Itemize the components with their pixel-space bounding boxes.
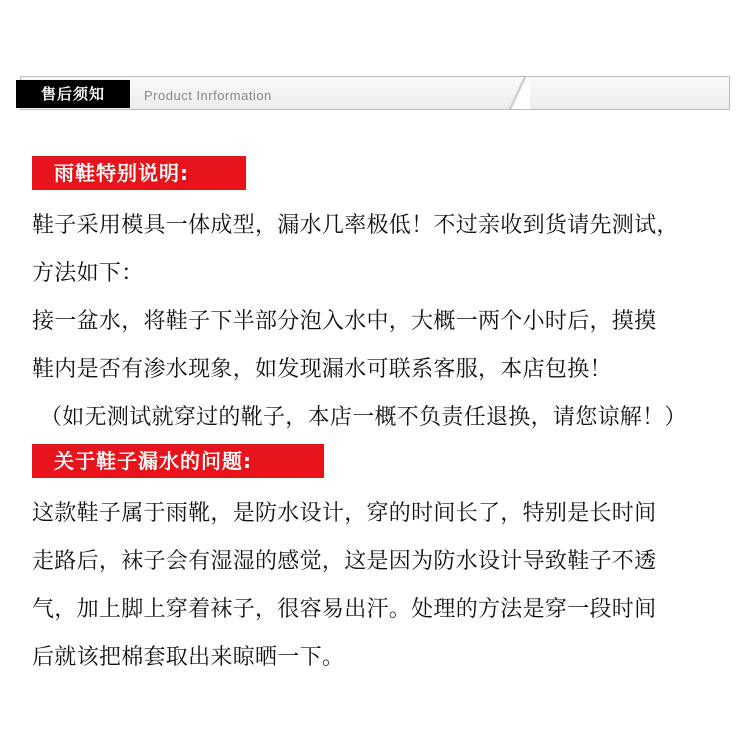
text-line: （如无测试就穿过的靴子，本店一概不负责任退换，请您谅解！）: [40, 405, 687, 430]
text-line: 鞋内是否有渗水现象，如发现漏水可联系客服，本店包换！: [32, 357, 612, 382]
header-subtitle: Product Inrformation: [144, 88, 272, 103]
section-title-leak-issue: [32, 444, 324, 478]
section-title-text: 关于鞋子漏水的问题:: [54, 449, 252, 473]
text-line: 气，加上脚上穿着袜子，很容易出汗。处理的方法是穿一段时间: [32, 597, 657, 622]
text-line: 方法如下：: [32, 261, 144, 286]
text-line: 后就该把棉套取出来晾晒一下。: [32, 645, 345, 670]
section-title-rain-shoes: [32, 156, 246, 190]
header-slant-divider: [506, 77, 530, 109]
text-line: 这款鞋子属于雨靴，是防水设计，穿的时间长了，特别是长时间: [32, 501, 657, 526]
text-line: 鞋子采用模具一体成型，漏水几率极低！不过亲收到货请先测试，: [32, 213, 679, 238]
section-title-text: 雨鞋特别说明:: [54, 161, 189, 185]
text-line: 接一盆水，将鞋子下半部分泡入水中，大概一两个小时后，摸摸: [32, 309, 657, 334]
text-line: 走路后，袜子会有湿湿的感觉，这是因为防水设计导致鞋子不透: [32, 549, 657, 574]
header-tab-label: 售后须知: [16, 80, 130, 108]
